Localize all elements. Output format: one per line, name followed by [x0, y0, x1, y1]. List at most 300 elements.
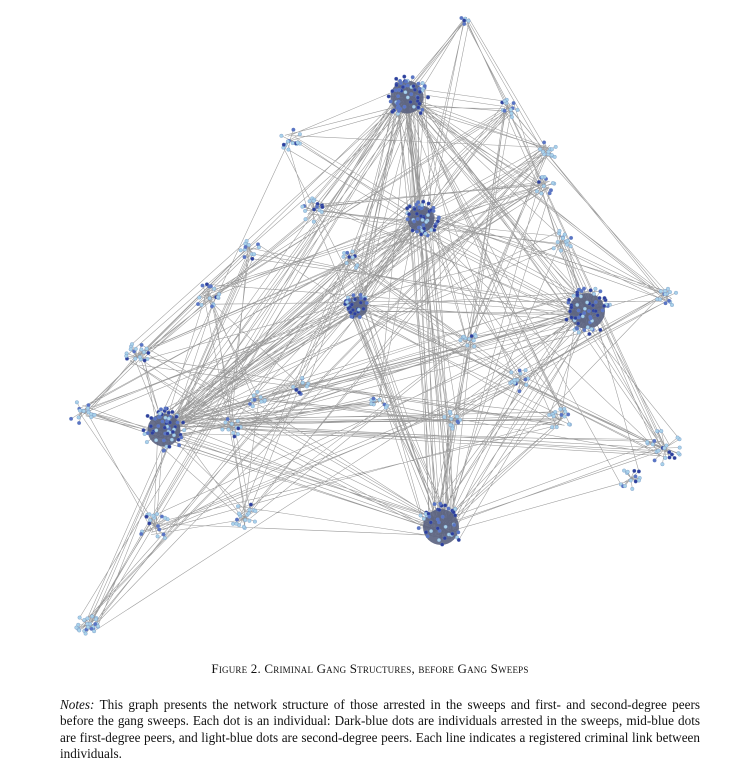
- node-dot: [459, 338, 463, 342]
- node-dot: [156, 535, 160, 539]
- node-dot: [455, 415, 459, 419]
- node-dot: [664, 301, 668, 305]
- node-dot: [259, 395, 263, 399]
- node-dot: [585, 301, 589, 305]
- node-dot: [253, 520, 257, 524]
- node-dot: [550, 148, 554, 152]
- node-dot: [429, 521, 433, 525]
- notes-text: This graph presents the network structure of those arrested in the sweeps and first- and second-degree peers before the gang sweeps. Each dot is an individual: Dark-blue dots are individuals arrested in the sweeps, mid-blue dots are first-degree peers, and light-blue dots are second-degree peers. Each line indicates a registered criminal link between individuals.: [60, 697, 700, 761]
- node-dot: [577, 309, 581, 313]
- node-dot: [559, 249, 563, 253]
- node-dot: [164, 407, 168, 411]
- node-dot: [406, 217, 410, 221]
- node-dot: [77, 421, 81, 425]
- node-dot: [182, 428, 186, 432]
- node-dot: [257, 246, 261, 250]
- node-dot: [582, 311, 586, 315]
- node-dot: [347, 255, 351, 259]
- node-dot: [394, 88, 398, 92]
- node-dot: [510, 115, 514, 119]
- node-dot: [298, 132, 302, 136]
- node-dot: [413, 207, 417, 211]
- node-dot: [589, 289, 593, 293]
- node-dot: [252, 394, 256, 398]
- node-dot: [623, 484, 627, 488]
- node-dot: [355, 264, 359, 268]
- node-dot: [93, 622, 97, 626]
- node-dot: [415, 230, 419, 234]
- node-dot: [655, 429, 659, 433]
- node-dot: [345, 300, 349, 304]
- node-dot: [460, 16, 464, 20]
- node-dot: [462, 19, 466, 23]
- node-dot: [226, 417, 230, 421]
- node-dot: [84, 632, 88, 636]
- node-dot: [567, 298, 571, 302]
- node-dot: [574, 316, 578, 320]
- node-dot: [125, 354, 129, 358]
- node-dot: [472, 345, 476, 349]
- node-dot: [418, 87, 422, 91]
- node-dot: [287, 148, 291, 152]
- node-dot: [412, 84, 416, 88]
- node-dot: [342, 251, 346, 255]
- node-dot: [443, 504, 447, 508]
- node-dot: [282, 143, 286, 147]
- node-dot: [251, 405, 255, 409]
- node-dot: [409, 100, 413, 104]
- node-dot: [663, 289, 667, 293]
- node-dot: [541, 150, 545, 154]
- node-dot: [159, 408, 163, 412]
- node-dot: [551, 181, 555, 185]
- node-dot: [212, 287, 216, 291]
- node-dot: [312, 220, 316, 224]
- node-dot: [622, 469, 626, 473]
- node-dot: [420, 203, 424, 207]
- node-dot: [78, 409, 82, 413]
- node-dot: [637, 470, 641, 474]
- node-dot: [567, 423, 571, 427]
- node-dot: [93, 413, 97, 417]
- node-dot: [563, 415, 567, 419]
- node-dot: [145, 515, 149, 519]
- node-dot: [146, 414, 150, 418]
- node-dot: [145, 347, 149, 351]
- node-dot: [156, 524, 160, 528]
- node-dot: [254, 509, 258, 513]
- node-dot: [412, 220, 416, 224]
- node-dot: [462, 22, 466, 26]
- node-dot: [411, 75, 415, 79]
- node-dot: [444, 525, 448, 529]
- node-dot: [251, 257, 255, 261]
- node-dot: [441, 515, 445, 519]
- node-dot: [312, 199, 316, 203]
- node-dot: [245, 239, 249, 243]
- node-dot: [352, 293, 356, 297]
- node-dot: [509, 108, 513, 112]
- node-dot: [426, 213, 430, 217]
- node-dot: [147, 351, 151, 355]
- node-dot: [347, 307, 351, 311]
- node-dot: [440, 543, 444, 547]
- node-dot: [342, 255, 346, 259]
- node-dot: [591, 304, 595, 308]
- figure-caption-title: Criminal Gang Structures, before Gang Sweeps: [264, 661, 529, 676]
- node-dot: [158, 528, 162, 532]
- node-dot: [312, 208, 316, 212]
- node-dot: [291, 141, 295, 145]
- node-dot: [563, 233, 567, 237]
- node-dot: [89, 415, 93, 419]
- node-dot: [167, 417, 171, 421]
- node-dot: [598, 296, 602, 300]
- node-dot: [663, 446, 667, 450]
- node-dot: [429, 529, 433, 533]
- node-dot: [518, 369, 522, 373]
- node-dot: [198, 296, 202, 300]
- node-dot: [350, 315, 354, 319]
- node-dot: [353, 312, 357, 316]
- node-dot: [233, 435, 237, 439]
- node-dot: [449, 417, 453, 421]
- node-dot: [670, 453, 674, 457]
- node-dot: [143, 432, 147, 436]
- node-dot: [163, 516, 167, 520]
- node-dot: [394, 77, 398, 81]
- node-dot: [645, 440, 649, 444]
- node-dot: [558, 229, 562, 233]
- node-dot: [674, 291, 678, 295]
- node-dot: [167, 411, 171, 415]
- node-dot: [286, 140, 290, 144]
- node-dot: [158, 415, 162, 419]
- node-dot: [362, 307, 366, 311]
- node-dot: [552, 414, 556, 418]
- node-dot: [415, 212, 419, 216]
- node-dot: [410, 92, 414, 96]
- node-dot: [138, 355, 142, 359]
- node-dot: [236, 432, 240, 436]
- figure-caption: [0, 661, 740, 677]
- node-dot: [594, 309, 598, 313]
- node-dot: [153, 417, 157, 421]
- node-dot: [155, 429, 159, 433]
- node-dot: [424, 530, 428, 534]
- node-dot: [321, 205, 325, 209]
- node-dot: [418, 102, 422, 106]
- node-dot: [129, 348, 133, 352]
- node-dot: [561, 237, 565, 241]
- node-dot: [237, 512, 241, 516]
- node-dot: [142, 428, 146, 432]
- node-dot: [208, 297, 212, 301]
- node-dot: [416, 200, 420, 204]
- node-dot: [519, 372, 523, 376]
- node-dot: [263, 399, 267, 403]
- node-dot: [253, 398, 257, 402]
- node-dot: [413, 88, 417, 92]
- node-dot: [556, 240, 560, 244]
- node-dot: [678, 446, 682, 450]
- node-dot: [566, 413, 570, 417]
- node-dot: [94, 618, 98, 622]
- node-dot: [424, 232, 428, 236]
- node-dot: [456, 420, 460, 424]
- node-dot: [524, 378, 528, 382]
- node-dot: [673, 456, 677, 460]
- notes-label: Notes:: [60, 697, 95, 712]
- node-dot: [357, 308, 361, 312]
- node-dot: [428, 515, 432, 519]
- node-dot: [149, 424, 153, 428]
- node-dot: [86, 625, 90, 629]
- node-dot: [651, 443, 655, 447]
- node-dot: [359, 293, 363, 297]
- node-dot: [552, 247, 556, 251]
- figure-caption-label: Figure 2.: [211, 661, 261, 676]
- node-dot: [427, 202, 431, 206]
- node-dot: [452, 523, 456, 527]
- node-dot: [467, 337, 471, 341]
- node-dot: [150, 416, 154, 420]
- node-dot: [516, 108, 520, 112]
- node-dot: [448, 410, 452, 414]
- node-dot: [162, 533, 166, 537]
- node-dot: [210, 305, 214, 309]
- node-dot: [659, 289, 663, 293]
- node-dot: [301, 205, 305, 209]
- node-dot: [664, 293, 668, 297]
- node-dot: [666, 287, 670, 291]
- node-dot: [667, 299, 671, 303]
- node-dot: [416, 217, 420, 221]
- node-dot: [296, 141, 300, 145]
- node-dot: [589, 317, 593, 321]
- node-dot: [208, 285, 212, 289]
- node-dot: [291, 385, 295, 389]
- node-dot: [555, 425, 559, 429]
- node-dot: [449, 423, 453, 427]
- node-dot: [86, 622, 90, 626]
- node-dot: [474, 335, 478, 339]
- node-dot: [86, 617, 90, 621]
- node-dot: [594, 300, 598, 304]
- node-dot: [503, 99, 507, 103]
- node-dot: [145, 440, 149, 444]
- node-dot: [404, 80, 408, 84]
- node-dot: [155, 512, 159, 516]
- node-dot: [577, 331, 581, 335]
- node-dot: [422, 200, 426, 204]
- node-dot: [75, 401, 79, 405]
- node-dot: [172, 433, 176, 437]
- node-dot: [280, 134, 284, 138]
- node-dot: [575, 303, 579, 307]
- node-dot: [148, 513, 152, 517]
- node-dot: [176, 421, 180, 425]
- node-dot: [634, 475, 638, 479]
- node-dot: [676, 436, 680, 440]
- node-dot: [417, 226, 421, 230]
- node-dot: [576, 322, 580, 326]
- node-dot: [451, 532, 455, 536]
- node-dot: [433, 502, 437, 506]
- node-dot: [292, 128, 296, 132]
- node-dot: [303, 209, 307, 213]
- node-dot: [438, 508, 442, 512]
- node-dot: [221, 428, 225, 432]
- node-dot: [248, 519, 252, 523]
- node-dot: [134, 347, 138, 351]
- node-dot: [140, 348, 144, 352]
- node-dot: [588, 332, 592, 336]
- node-dot: [168, 445, 172, 449]
- node-dot: [419, 111, 423, 115]
- node-dot: [255, 390, 259, 394]
- node-dot: [677, 451, 681, 455]
- node-dot: [82, 409, 86, 413]
- node-dot: [510, 112, 514, 116]
- node-dot: [252, 252, 256, 256]
- node-dot: [418, 90, 422, 94]
- node-dot: [78, 616, 82, 620]
- node-dot: [399, 81, 403, 85]
- node-dot: [661, 462, 665, 466]
- node-dot: [301, 381, 305, 385]
- node-dot: [161, 420, 165, 424]
- node-dot: [587, 309, 591, 313]
- node-dot: [260, 400, 264, 404]
- node-dot: [351, 308, 355, 312]
- node-dot: [69, 417, 73, 421]
- node-dot: [421, 81, 425, 85]
- node-dot: [158, 412, 162, 416]
- node-dot: [247, 512, 251, 516]
- node-dot: [170, 438, 174, 442]
- node-dot: [77, 416, 81, 420]
- node-dot: [577, 316, 581, 320]
- node-dot: [175, 415, 179, 419]
- node-dot: [658, 298, 662, 302]
- node-dot: [416, 96, 420, 100]
- node-dot: [547, 150, 551, 154]
- node-dot: [559, 407, 563, 411]
- node-dot: [421, 218, 425, 222]
- node-dot: [572, 294, 576, 298]
- node-dot: [298, 391, 302, 395]
- node-dot: [422, 517, 426, 521]
- node-dot: [524, 368, 528, 372]
- node-dot: [406, 84, 410, 88]
- node-dot: [417, 82, 421, 86]
- node-dot: [370, 402, 374, 406]
- node-dot: [540, 192, 544, 196]
- node-dot: [576, 293, 580, 297]
- node-dot: [566, 239, 570, 243]
- node-dot: [242, 525, 246, 529]
- node-dot: [75, 626, 79, 630]
- node-dot: [411, 229, 415, 233]
- node-dot: [438, 502, 442, 506]
- node-dot: [540, 175, 544, 179]
- node-dot: [596, 314, 600, 318]
- node-dot: [547, 413, 551, 417]
- node-dot: [152, 514, 156, 518]
- node-dot: [163, 426, 167, 430]
- node-dot: [90, 615, 94, 619]
- node-dot: [535, 190, 539, 194]
- node-dot: [365, 301, 369, 305]
- node-dot: [554, 145, 558, 149]
- node-dot: [315, 205, 319, 209]
- node-dot: [86, 407, 90, 411]
- node-dot: [466, 344, 470, 348]
- node-dot: [224, 421, 228, 425]
- node-dot: [433, 224, 437, 228]
- node-dot: [412, 105, 416, 109]
- node-dot: [525, 383, 529, 387]
- node-dot: [452, 511, 456, 515]
- node-dot: [389, 100, 393, 104]
- node-dot: [550, 425, 554, 429]
- node-dot: [592, 292, 596, 296]
- node-dot: [653, 439, 657, 443]
- node-dot: [345, 261, 349, 265]
- node-dot: [657, 449, 661, 453]
- node-dot: [249, 503, 253, 507]
- node-dot: [359, 301, 363, 305]
- node-dot: [399, 107, 403, 111]
- node-dot: [320, 210, 324, 214]
- node-dot: [538, 147, 542, 151]
- node-dot: [542, 184, 546, 188]
- node-dot: [139, 532, 143, 536]
- node-dot: [164, 416, 168, 420]
- node-dot: [403, 75, 407, 79]
- node-dot: [518, 389, 522, 393]
- node-dot: [134, 357, 138, 361]
- node-dot: [201, 284, 205, 288]
- node-dot: [437, 216, 441, 220]
- node-dot: [668, 456, 672, 460]
- node-dot: [419, 233, 423, 237]
- node-dot: [407, 212, 411, 216]
- node-dot: [363, 297, 367, 301]
- node-dot: [601, 309, 605, 313]
- node-dot: [512, 101, 516, 105]
- node-dot: [403, 105, 407, 109]
- node-dot: [350, 303, 354, 307]
- node-dot: [569, 244, 573, 248]
- node-dot: [231, 431, 235, 435]
- node-dot: [599, 290, 603, 294]
- node-dot: [216, 295, 220, 299]
- node-dot: [542, 141, 546, 145]
- node-dot: [548, 191, 552, 195]
- node-dot: [457, 538, 461, 542]
- node-dot: [140, 343, 144, 347]
- node-dot: [151, 431, 155, 435]
- node-dot: [244, 245, 248, 249]
- node-dot: [653, 459, 657, 463]
- node-dot: [631, 487, 635, 491]
- node-dot: [570, 316, 574, 320]
- node-dot: [503, 109, 507, 113]
- node-dot: [243, 518, 247, 522]
- node-dot: [602, 304, 606, 308]
